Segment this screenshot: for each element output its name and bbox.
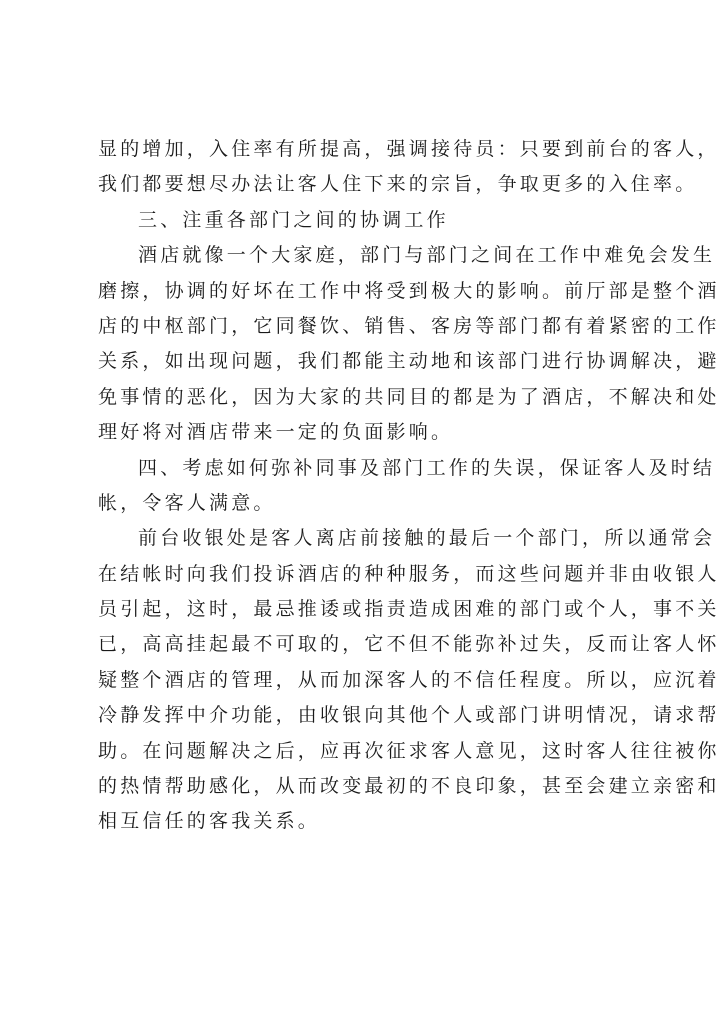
text-line: 显的增加，入住率有所提高，强调接待员：只要到前台的客人， [98,138,720,160]
text-line: 员引起，这时，最忌推诿或指责造成困难的部门或个人，事不关 [98,598,720,621]
section-heading-continued: 帐，令客人满意。 [98,491,276,514]
text-line: 在结帐时向我们投诉酒店的种种服务，而这些问题并非由收银人 [98,562,720,585]
text-line: 免事情的恶化，因为大家的共同目的都是为了酒店，不解决和处 [98,385,720,408]
text-line: 相互信任的客我关系。 [98,810,321,833]
section-heading: 四、考虑如何弥补同事及部门工作的失误，保证客人及时结 [138,456,716,479]
text-line: 助。在问题解决之后，应再次征求客人意见，这时客人往往被你 [98,739,720,762]
section-heading: 三、注重各部门之间的协调工作 [138,208,449,231]
text-line: 理好将对酒店带来一定的负面影响。 [98,421,454,444]
text-line: 关系，如出现问题，我们都能主动地和该部门进行协调解决，避 [98,350,720,373]
text-line: 前台收银处是客人离店前接触的最后一个部门，所以通常会 [138,527,716,550]
text-line: 磨擦，协调的好坏在工作中将受到极大的影响。前厅部是整个酒 [98,279,720,302]
text-line: 店的中枢部门，它同餐饮、销售、客房等部门都有着紧密的工作 [98,314,720,337]
text-line: 酒店就像一个大家庭，部门与部门之间在工作中难免会发生 [138,244,716,267]
text-line: 的热情帮助感化，从而改变最初的不良印象，甚至会建立亲密和 [98,775,720,798]
text-line: 疑整个酒店的管理，从而加深客人的不信任程度。所以，应沉着 [98,668,720,691]
body-text [98,132,720,840]
text-line: 已，高高挂起最不可取的，它不但不能弥补过失，反而让客人怀 [98,633,720,656]
text-line: 我们都要想尽办法让客人住下来的宗旨，争取更多的入住率。 [98,173,698,196]
text-line: 冷静发挥中介功能，由收银向其他个人或部门讲明情况，请求帮 [98,704,720,727]
